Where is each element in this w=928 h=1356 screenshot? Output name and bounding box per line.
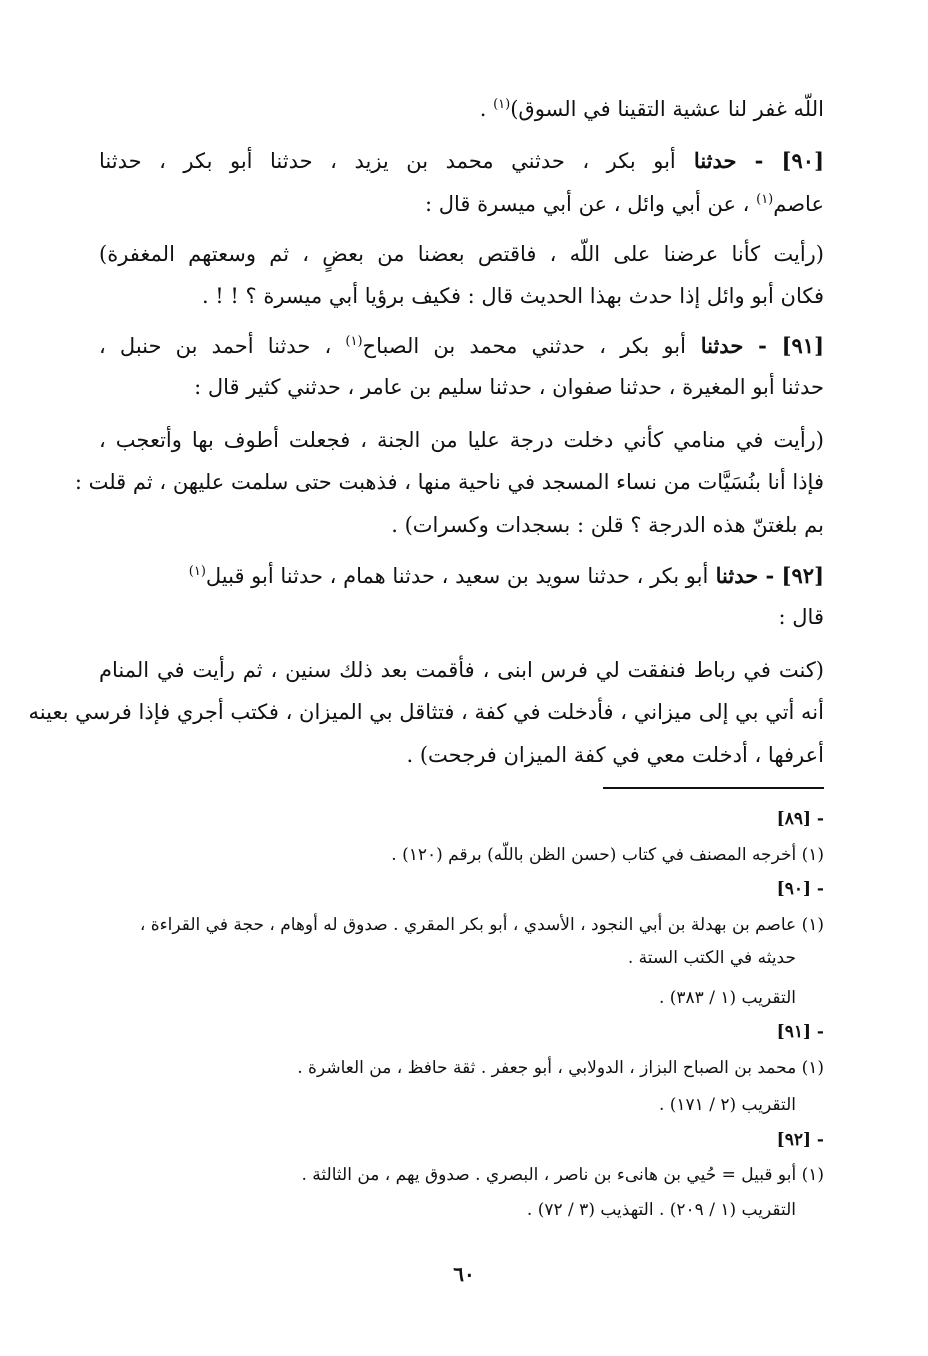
footnote-91-1-ref: التقريب (٢ / ١٧١) .: [658, 1095, 796, 1115]
footnote-91-1: (١) محمد بن الصباح البزاز ، الدولابي ، أبو جعفر . ثقة حافظ ، من العاشرة .: [297, 1058, 824, 1078]
hadith-91-line-2: حدثنا أبو المغيرة ، حدثنا صفوان ، حدثنا سليم بن عامر ، حدثني كثير قال :: [194, 375, 824, 399]
hadith-91-quote-line-3: بم بلغتنّ هذه الدرجة ؟ قلن : بسجدات وكسرات) .: [391, 513, 824, 537]
footnote-90-1-cont: حديثه في الكتب الستة .: [627, 948, 796, 968]
hadith-90-quote-line-2: فكان أبو وائل إذا حدث بهذا الحديث قال : فكيف برؤيا أبي ميسرة ؟ ! ! .: [201, 284, 824, 308]
hadith-91-line-1: [٩١] - حدثنا أبو بكر ، حدثني محمد بن الصباح$^{(١)}$ ، حدثنا أحمد بن حنبل ،: [99, 333, 825, 358]
hadith-number-92: [٩٢] -: [765, 563, 824, 588]
hadith-90-quote-line-1: (رأيت كأنا عرضنا على اللّه ، فاقتص بعضنا من بعضٍ ، ثم وسعتهم المغفرة): [99, 242, 824, 266]
hadith-91-quote-line-1: (رأيت في منامي كأني دخلت درجة عليا من الجنة ، فجعلت أطوف بها وأتعجب ،: [99, 428, 824, 452]
footnote-90-1: (١) عاصم بن بهدلة بن أبي النجود ، الأسدي ، أبو بكر المقري . صدوق له أوهام ، حجة في القراءة ،: [139, 915, 824, 935]
footnote-label-90: [٩٠] -: [776, 879, 824, 899]
hadith-number-90: [٩٠] -: [754, 148, 824, 173]
hadith-90-line-1: [٩٠] - حدثنا أبو بكر ، حدثني محمد بن يزيد ، حدثنا أبو بكر ، حدثنا: [99, 148, 824, 173]
hadith-92-line-2: قال :: [778, 605, 824, 629]
hadith-91-quote-line-2: فإذا أنا بنُسَيَّات من نساء المسجد في ناحية منها ، فذهبت حتى سلمت عليهن ، ثم قلت :: [74, 470, 824, 494]
hadith-90-line-2: عاصم$^{(١)}$ ، عن أبي وائل ، عن أبي ميسرة قال :: [425, 192, 824, 216]
footnote-92-1-ref: التقريب (١ / ٢٠٩) . التهذيب (٣ / ٧٢) .: [526, 1200, 796, 1220]
hadith-92-quote-line-1: (كنت في رباط فنفقت لي فرس ابنى ، فأقمت بعد ذلك سنين ، ثم رأيت في المنام: [99, 658, 824, 682]
hadith-92-line-1: [٩٢] - حدثنا أبو بكر ، حدثنا سويد بن سعيد ، حدثنا همام ، حدثنا أبو قبيل$^{(١)}$: [188, 563, 824, 588]
footnote-89-1: (١) أخرجه المصنف في كتاب (حسن الظن باللّه) برقم (١٢٠) .: [391, 845, 824, 865]
hadith-92-quote-line-3: أعرفها ، أدخلت معي في كفة الميزان فرجحت) .: [406, 743, 824, 767]
page-number: ٦٠: [453, 1262, 475, 1286]
footnote-label-89: [٨٩] -: [776, 809, 824, 829]
footnote-92-1: (١) أبو قبيل = حُيي بن هانىء بن ناصر ، البصري . صدوق يهم ، من الثالثة .: [301, 1165, 824, 1185]
footnote-90-1-ref: التقريب (١ / ٣٨٣) .: [658, 988, 796, 1008]
hadith-92-quote-line-2: أنه أتي بي إلى ميزاني ، فأدخلت في كفة ، فتثاقل بي الميزان ، فكتب أجري فإذا فرسي بعينه: [28, 700, 824, 724]
body-line-1: اللّه غفر لنا عشية التقينا في السوق)$^{(١)}$ .: [479, 97, 824, 121]
footnote-divider: [603, 787, 824, 789]
footnote-label-92: [٩٢] -: [776, 1130, 824, 1150]
hadith-number-91: [٩١] -: [758, 333, 825, 358]
footnote-label-91: [٩١] -: [776, 1022, 824, 1042]
